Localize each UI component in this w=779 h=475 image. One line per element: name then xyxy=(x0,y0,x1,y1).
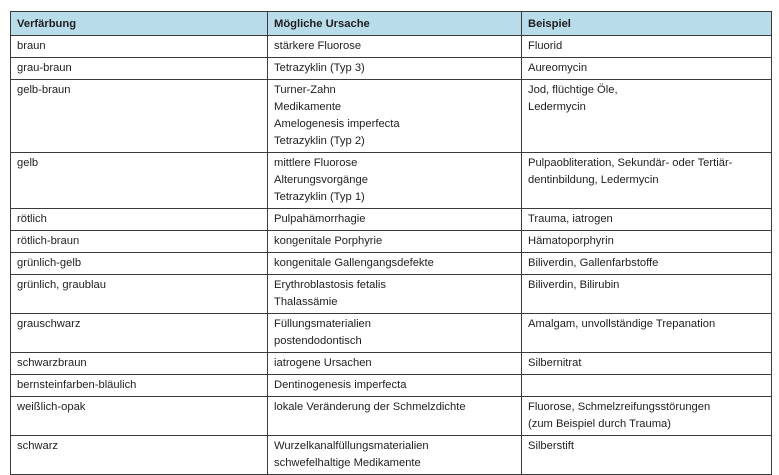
header-beispiel: Beispiel xyxy=(522,12,772,36)
verfaerbung-text: grünlich, graublau xyxy=(17,279,106,291)
table-row xyxy=(11,209,772,231)
ursache-line: iatrogene Ursachen xyxy=(274,357,372,369)
cell-ursache xyxy=(268,153,522,209)
ursache-line: postendodontisch xyxy=(274,335,362,347)
beispiel-line: Aureomycin xyxy=(528,62,588,74)
cell-verfaerbung xyxy=(11,375,268,397)
cell-verfaerbung xyxy=(11,275,268,314)
table-row xyxy=(11,253,772,275)
ursache-line: Füllungsmaterialien xyxy=(274,318,372,330)
ursache-line: Erythroblastosis fetalis xyxy=(274,279,386,291)
cell-verfaerbung xyxy=(11,80,268,153)
cell-ursache xyxy=(268,231,522,253)
cell-verfaerbung xyxy=(11,397,268,436)
beispiel-line: dentinbildung, Ledermycin xyxy=(528,174,659,186)
cell-beispiel xyxy=(522,58,772,80)
ursache-line: Dentinogenesis imperfecta xyxy=(274,379,407,391)
beispiel-line: Hämatoporphyrin xyxy=(528,235,614,247)
beispiel-line: Silberstift xyxy=(528,440,575,452)
beispiel-line: Jod, flüchtige Öle, xyxy=(528,84,618,96)
beispiel-line: Ledermycin xyxy=(528,101,586,113)
ursache-line: Amelogenesis imperfecta xyxy=(274,118,400,130)
cell-ursache xyxy=(268,58,522,80)
cell-beispiel xyxy=(522,353,772,375)
ursache-line: stärkere Fluorose xyxy=(274,40,362,52)
beispiel-line: (zum Beispiel durch Trauma) xyxy=(528,418,672,430)
cell-ursache xyxy=(268,353,522,375)
verfaerbung-text: rötlich xyxy=(17,213,47,225)
verfaerbung-text: gelb xyxy=(17,157,39,169)
cell-verfaerbung xyxy=(11,231,268,253)
cell-ursache xyxy=(268,314,522,353)
cell-verfaerbung xyxy=(11,314,268,353)
verfaerbung-text: grauschwarz xyxy=(17,318,81,330)
verfaerbung-text: schwarzbraun xyxy=(17,357,87,369)
beispiel-line: Biliverdin, Bilirubin xyxy=(528,279,620,291)
cell-beispiel xyxy=(522,436,772,475)
table-row xyxy=(11,397,772,436)
ursache-line: Tetrazyklin (Typ 3) xyxy=(274,62,365,74)
table-row xyxy=(11,80,772,153)
table-row xyxy=(11,275,772,314)
cell-ursache xyxy=(268,275,522,314)
header-verfaerbung: Verfärbung xyxy=(11,12,268,36)
cell-beispiel xyxy=(522,231,772,253)
cell-beispiel xyxy=(522,36,772,58)
table-row xyxy=(11,314,772,353)
cell-verfaerbung xyxy=(11,153,268,209)
cell-verfaerbung xyxy=(11,58,268,80)
cell-ursache xyxy=(268,209,522,231)
ursache-line: Medikamente xyxy=(274,101,342,113)
beispiel-line: Pulpaobliteration, Sekundär- oder Tertiär- xyxy=(528,157,733,169)
cell-ursache xyxy=(268,253,522,275)
discoloration-table xyxy=(10,11,772,475)
discoloration-table-container xyxy=(10,11,771,475)
table-row xyxy=(11,231,772,253)
cell-beispiel xyxy=(522,253,772,275)
beispiel-line: Fluorid xyxy=(528,40,563,52)
cell-verfaerbung xyxy=(11,209,268,231)
cell-ursache xyxy=(268,80,522,153)
ursache-line: Thalassämie xyxy=(274,296,338,308)
cell-beispiel xyxy=(522,375,772,397)
header-moegliche-ursache: Mögliche Ursache xyxy=(268,12,522,36)
ursache-line: Turner-Zahn xyxy=(274,84,336,96)
cell-ursache xyxy=(268,36,522,58)
ursache-line: Wurzelkanalfüllungsmaterialien xyxy=(274,440,429,452)
beispiel-line: Silbernitrat xyxy=(528,357,582,369)
ursache-line: kongenitale Gallengangsdefekte xyxy=(274,257,434,269)
table-header-row xyxy=(11,12,772,36)
verfaerbung-text: schwarz xyxy=(17,440,59,452)
verfaerbung-text: weißlich-opak xyxy=(17,401,86,413)
ursache-line: Pulpahämorrhagie xyxy=(274,213,366,225)
beispiel-line: Amalgam, unvollständige Trepanation xyxy=(528,318,716,330)
verfaerbung-text: bernsteinfarben-bläulich xyxy=(17,379,137,391)
verfaerbung-text: gelb-braun xyxy=(17,84,71,96)
verfaerbung-text: grau-braun xyxy=(17,62,72,74)
beispiel-line: Fluorose, Schmelzreifungsstörungen xyxy=(528,401,711,413)
table-row xyxy=(11,353,772,375)
table-row xyxy=(11,436,772,475)
cell-verfaerbung xyxy=(11,353,268,375)
cell-beispiel xyxy=(522,275,772,314)
cell-beispiel xyxy=(522,397,772,436)
ursache-line: schwefelhaltige Medikamente xyxy=(274,457,421,469)
table-row xyxy=(11,153,772,209)
cell-ursache xyxy=(268,397,522,436)
verfaerbung-text: braun xyxy=(17,40,46,52)
table-row xyxy=(11,36,772,58)
table-row xyxy=(11,375,772,397)
cell-beispiel xyxy=(522,153,772,209)
beispiel-line: Trauma, iatrogen xyxy=(528,213,613,225)
cell-verfaerbung xyxy=(11,253,268,275)
verfaerbung-text: rötlich-braun xyxy=(17,235,80,247)
cell-verfaerbung xyxy=(11,436,268,475)
cell-ursache xyxy=(268,375,522,397)
ursache-line: lokale Veränderung der Schmelzdichte xyxy=(274,401,466,413)
table-body xyxy=(11,36,772,475)
cell-beispiel xyxy=(522,314,772,353)
table-row xyxy=(11,58,772,80)
beispiel-line: Biliverdin, Gallenfarbstoffe xyxy=(528,257,659,269)
cell-beispiel xyxy=(522,80,772,153)
ursache-line: Tetrazyklin (Typ 2) xyxy=(274,135,365,147)
cell-verfaerbung xyxy=(11,36,268,58)
cell-beispiel xyxy=(522,209,772,231)
cell-ursache xyxy=(268,436,522,475)
ursache-line: Tetrazyklin (Typ 1) xyxy=(274,191,365,203)
ursache-line: Alterungsvorgänge xyxy=(274,174,368,186)
verfaerbung-text: grünlich-gelb xyxy=(17,257,82,269)
ursache-line: mittlere Fluorose xyxy=(274,157,358,169)
ursache-line: kongenitale Porphyrie xyxy=(274,235,383,247)
